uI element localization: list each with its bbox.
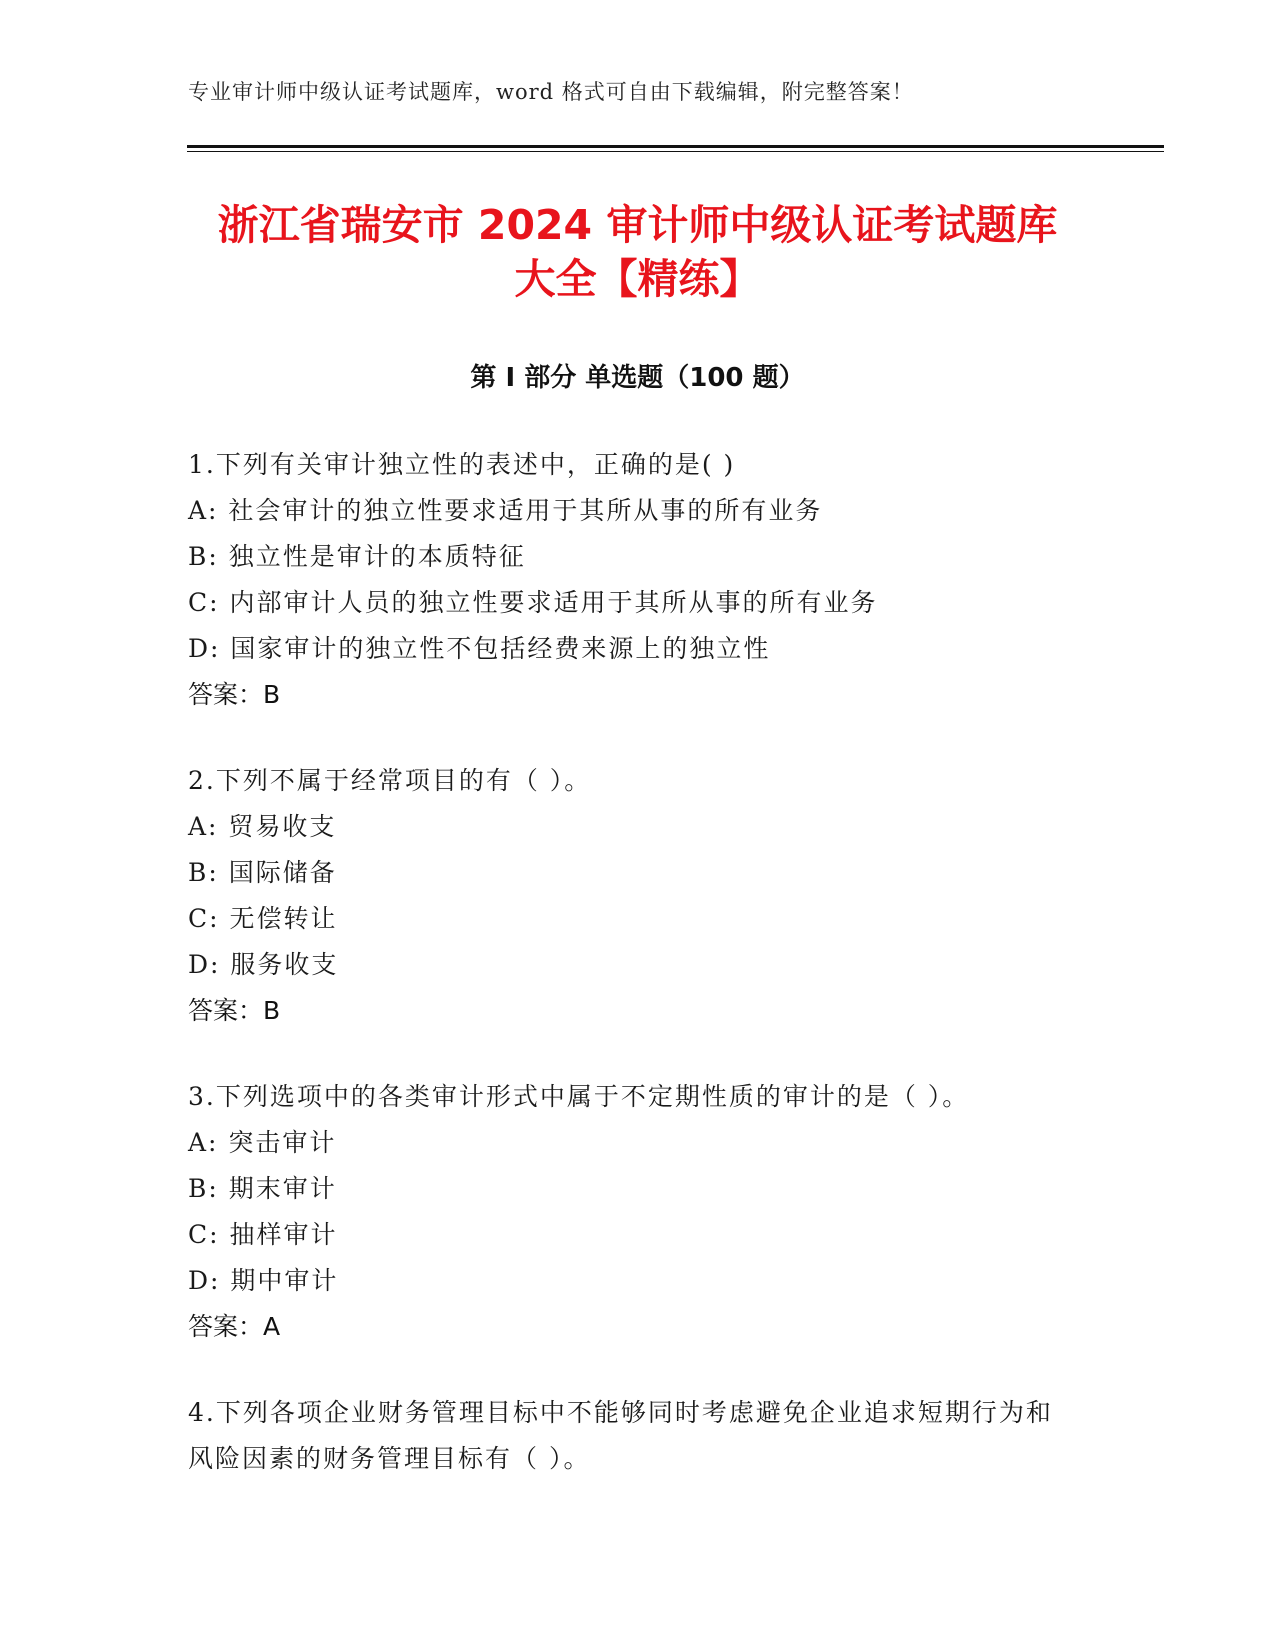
- section-title: 第 I 部分 单选题（100 题）: [470, 363, 805, 393]
- header-rule-thick: [187, 145, 1164, 148]
- question-3: [188, 1074, 1068, 1350]
- option-a: A: 突击审计: [188, 1128, 337, 1157]
- option-c: C: 无偿转让: [188, 904, 338, 933]
- question-1: [188, 442, 1068, 718]
- question-stem: 3.下列选项中的各类审计形式中属于不定期性质的审计的是（ ）。: [188, 1082, 970, 1111]
- question-2: [188, 758, 1068, 1034]
- document-title-line-2: 大全【精练】: [514, 255, 761, 303]
- option-a: A: 贸易收支: [188, 812, 337, 841]
- option-a: A: 社会审计的独立性要求适用于其所从事的所有业务: [188, 496, 823, 525]
- option-c: C: 内部审计人员的独立性要求适用于其所从事的所有业务: [188, 588, 878, 617]
- option-d: D: 期中审计: [188, 1266, 339, 1295]
- question-stem: 1.下列有关审计独立性的表述中，正确的是( ): [188, 450, 736, 479]
- answer: 答案：B: [188, 996, 281, 1025]
- header-rule-thin: [187, 151, 1164, 152]
- question-list: [188, 442, 1068, 1522]
- option-b: B: 独立性是审计的本质特征: [188, 542, 526, 571]
- document-title-line-1: 浙江省瑞安市 2024 审计师中级认证考试题库: [217, 201, 1058, 249]
- option-b: B: 期末审计: [188, 1174, 337, 1203]
- option-c: C: 抽样审计: [188, 1220, 338, 1249]
- question-stem: 2.下列不属于经常项目的有（ ）。: [188, 766, 592, 795]
- header-note: 专业审计师中级认证考试题库，word 格式可自由下载编辑，附完整答案！: [188, 80, 914, 104]
- answer: 答案：A: [188, 1312, 281, 1341]
- option-d: D: 服务收支: [188, 950, 339, 979]
- document-title: [150, 198, 1125, 306]
- option-b: B: 国际储备: [188, 858, 337, 887]
- question-4: [188, 1390, 1068, 1482]
- question-stem: 4.下列各项企业财务管理目标中不能够同时考虑避免企业追求短期行为和风险因素的财务管理目标有（ ）。: [188, 1398, 1053, 1473]
- answer: 答案：B: [188, 680, 281, 709]
- option-d: D: 国家审计的独立性不包括经费来源上的独立性: [188, 634, 771, 663]
